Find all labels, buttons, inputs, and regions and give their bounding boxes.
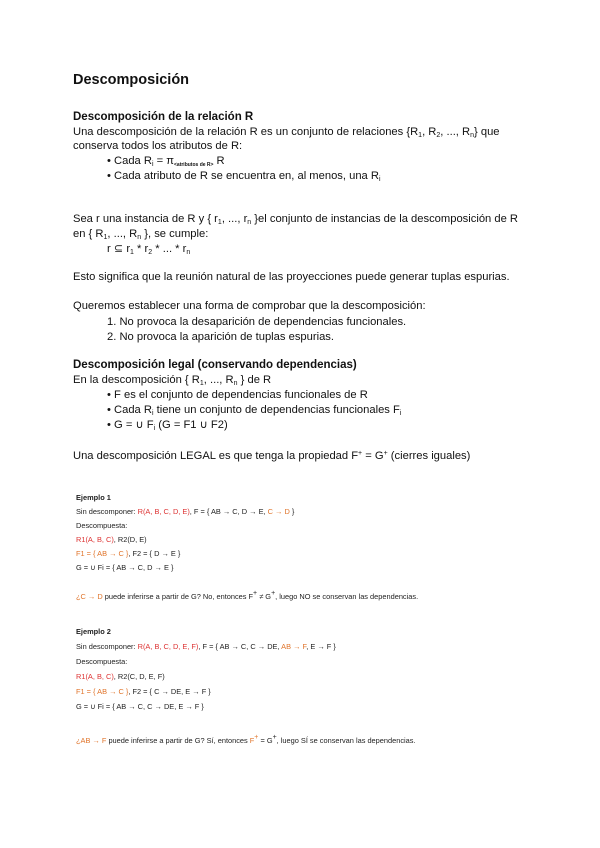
instance-line1: Sea r una instancia de R y { $r_1$, ..., $r_n$ }el conjunto de instancias de la descomposición de R	[73, 213, 519, 226]
bullet-projection: • Cada $R_i$ = π<atributos de R> R	[107, 155, 225, 168]
bullet-fi-definition: • Cada $R_i$ tiene un conjunto de dependencias funcionales $F_i$	[107, 404, 402, 417]
bullet-attribute-coverage: • Cada atributo de R se encuentra en, al menos, una $R_i$	[107, 170, 381, 183]
example2-original: Sin descomponer: R(A, B, C, D, E, F), F = { AB → C, C → DE, AB → F, E → F }	[76, 642, 336, 651]
spurious-tuples-note: Esto significa que la reunión natural de las proyecciones puede generar tuplas espurias.	[73, 271, 510, 283]
goal-item-1: 1. No provoca la desaparición de dependencias funcionales.	[107, 316, 407, 328]
example2-title: Ejemplo 2	[76, 627, 111, 636]
example1-fds: F1 = { AB → C }, F2 = { D → E }	[76, 549, 181, 558]
section-heading-decomposition: Descomposición de la relación R	[73, 111, 254, 123]
goal-statement: Queremos establecer una forma de comprobar que la descomposición:	[73, 300, 426, 312]
example1-conclusion: ¿C → D puede inferirse a partir de G? No, entonces F+ ≠ G+, luego NO se conservan las dependencias.	[76, 590, 419, 601]
example1-original: Sin descomponer: R(A, B, C, D, E), F = { AB → C, D → E, C → D }	[76, 507, 295, 516]
page-title: Descomposición	[73, 72, 190, 88]
example2-decomposed-label: Descompuesta:	[76, 657, 128, 666]
example2-union: G = ∪ Fi = { AB → C, C → DE, E → F }	[76, 702, 204, 711]
example2-relations: R1(A, B, C), R2(C, D, E, F)	[76, 672, 165, 681]
example1-title: Ejemplo 1	[76, 493, 111, 502]
example2-fds: F1 = { AB → C }, F2 = { C → DE, E → F }	[76, 687, 211, 696]
decomposition-definition-line1: Una descomposición de la relación R es un conjunto de relaciones {$R_1$, $R_2$, ..., $R_n$} que	[73, 126, 500, 139]
bullet-g-definition: • G = ∪ $F_i$ (G = F1 ∪ F2)	[107, 419, 228, 432]
goal-item-2: 2. No provoca la aparición de tuplas espurias.	[107, 331, 334, 343]
decomposition-definition-line2: conserva todos los atributos de R:	[73, 140, 243, 152]
example1-decomposed-label: Descompuesta:	[76, 521, 128, 530]
instance-line2: en { $R_1$, ..., $R_n$ }, se cumple:	[73, 228, 209, 241]
bullet-f-definition: • F es el conjunto de dependencias funcionales de R	[107, 389, 368, 401]
legal-intro: En la descomposición { $R_1$, ..., $R_n$ } de R	[73, 374, 272, 387]
join-formula: r ⊆ $r_1 * r_2$ * ... * $r_n$	[107, 243, 191, 256]
legal-definition: Una descomposición LEGAL es que tenga la propiedad F+ = G+ (cierres iguales)	[73, 450, 471, 462]
section-heading-legal-decomposition: Descomposición legal (conservando dependencias)	[73, 359, 357, 371]
example1-relations: R1(A, B, C), R2(D, E)	[76, 535, 147, 544]
example2-conclusion: ¿AB → F puede inferirse a partir de G? Sí, entonces F+ = G+, luego SÍ se conservan las dependencias.	[76, 734, 416, 745]
example1-union: G = ∪ Fi = { AB → C, D → E }	[76, 563, 174, 572]
